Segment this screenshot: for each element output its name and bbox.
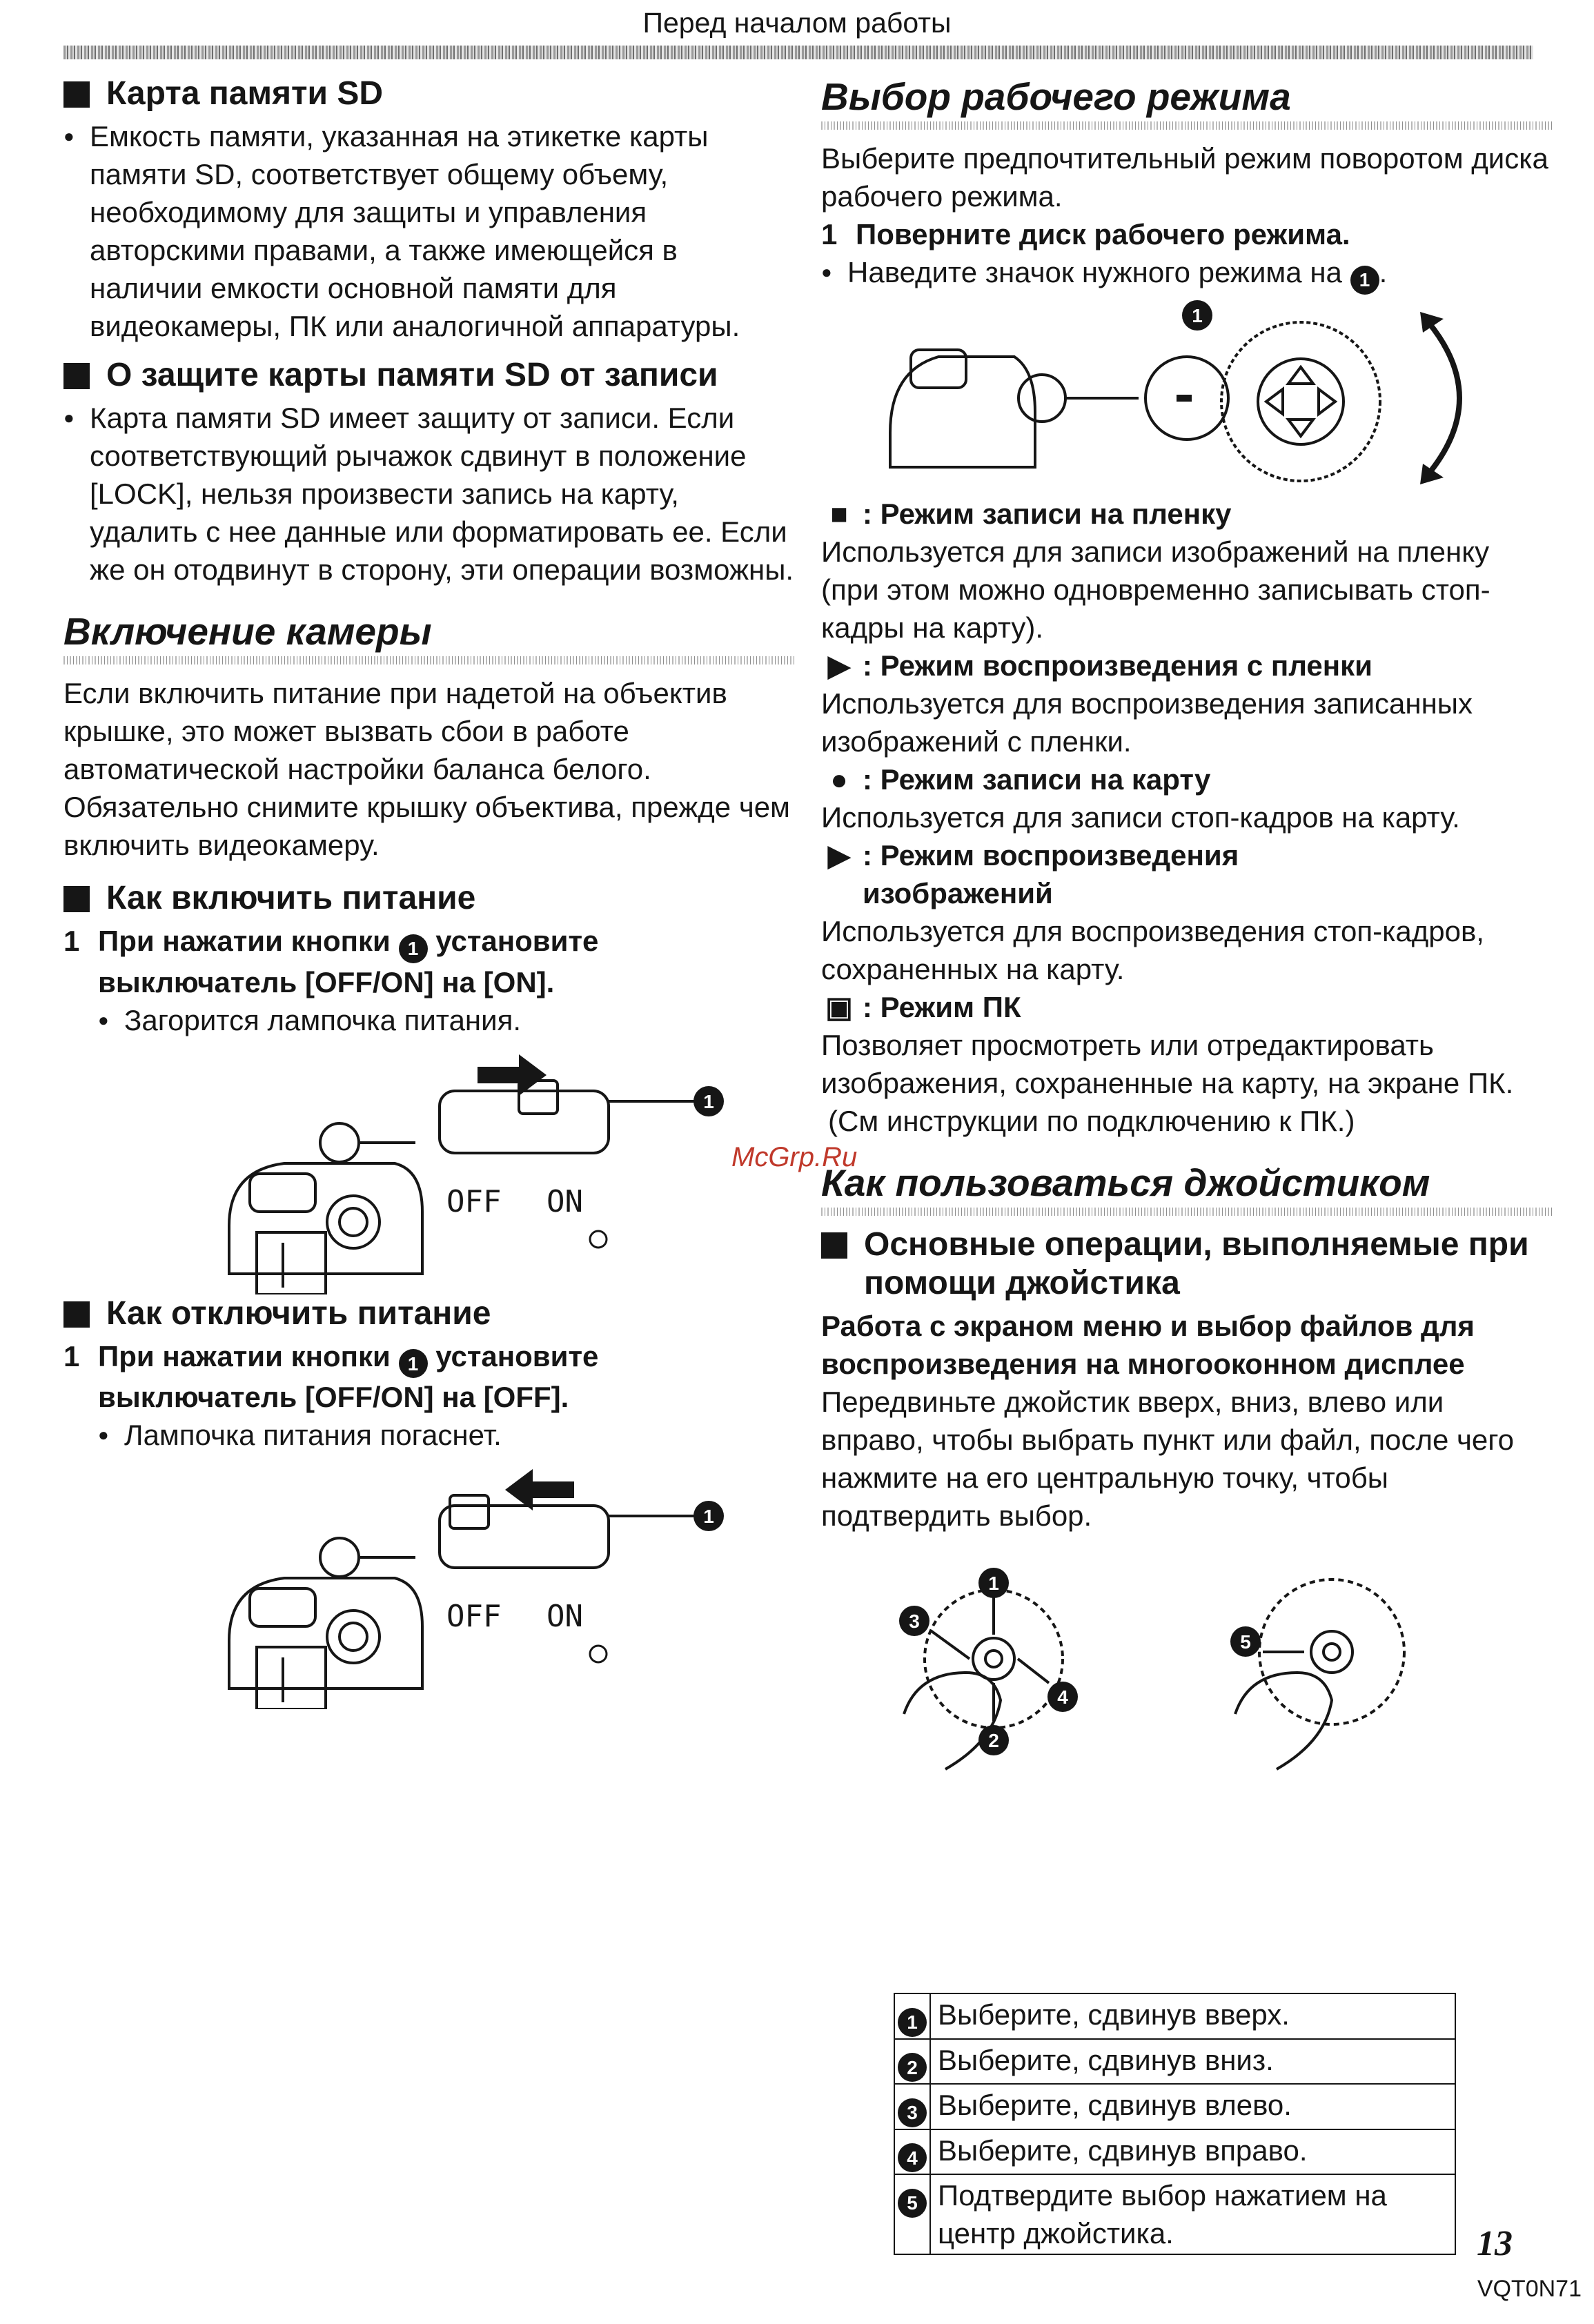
table-cell: Выберите, сдвинув влево. <box>930 2084 1455 2129</box>
page-number: 13 <box>1477 2224 1513 2263</box>
power-off-heading: Как отключить питание <box>63 1294 795 1333</box>
table-row <box>894 2129 1455 2175</box>
card-record-icon: ● <box>830 762 848 796</box>
step-text-b: установите выключатель [OFF/ON] на [ON]. <box>98 925 599 998</box>
step-number: 1 <box>821 218 838 250</box>
mode-step <box>821 215 1553 253</box>
pc-note: (См инструкции по подключению к ПК.) <box>828 1104 1355 1137</box>
mode-intro: Выберите предпочтительный режим поворотом диска рабочего режима. <box>821 142 1548 213</box>
right-column <box>821 75 1553 1783</box>
table-row <box>894 2039 1455 2085</box>
marker-2-icon: 2 <box>898 2053 927 2082</box>
marker-1-label: 1 <box>703 1506 714 1527</box>
marker-1-label: 1 <box>1192 304 1203 326</box>
power-section-title: Включение камеры <box>63 610 432 653</box>
joystick-text: Передвиньте джойстик вверх, вниз, влево или вправо, чтобы выбрать пункт или файл, после чего нажмите на его центральную точку, чтобы подтвердить выбор. <box>821 1385 1515 1532</box>
table-row <box>894 1993 1455 2039</box>
marker-1-label: 1 <box>988 1572 999 1594</box>
mode-title: : Режим воспроизведения <box>863 838 1239 872</box>
table-cell: Подтвердите выбор нажатием на центр джойстика. <box>930 2174 1455 2254</box>
mode-desc: Используется для воспроизведения записанных изображений с пленки. <box>821 687 1473 758</box>
power-lamp-icon <box>590 1646 607 1662</box>
on-label: ON <box>547 1599 583 1634</box>
marker-4-label: 4 <box>1057 1686 1068 1708</box>
marker-1-icon: 1 <box>1350 266 1379 295</box>
power-off-step <box>63 1337 795 1417</box>
section-rule <box>821 1208 1553 1216</box>
step-text: Поверните диск рабочего режима. <box>856 218 1350 250</box>
mode-desc: Используется для воспроизведения стоп-кадров, сохраненных на карту. <box>821 914 1484 985</box>
write-protect-bullet: ● Карта памяти SD имеет защиту от записи. Если соответствующий рычажок сдвинут в положение [LOCK], нельзя произвести запись на карту, удалить с нее данные или форматировать ее. Если же он отодвинут в сторону, эти операции возможны. <box>63 399 795 589</box>
power-off-figure <box>63 1454 795 1709</box>
mode-title: : Режим воспроизведения с пленки <box>863 649 1372 682</box>
sd-card-bullet: ● Емкость памяти, указанная на этикетке карты памяти SD, соответствует общему объему, необходимому для защиты и управления авторскими правами, а также имеющейся в наличии емкости основной памяти для видеокамеры, ПК или аналогичной аппаратуры. <box>63 117 795 345</box>
off-label: OFF <box>446 1599 502 1634</box>
table-row <box>894 2084 1455 2129</box>
tape-record-icon: ■ <box>830 497 848 530</box>
table-cell: Выберите, сдвинув вниз. <box>930 2039 1455 2085</box>
off-label: OFF <box>446 1183 502 1219</box>
mode-title-cont: изображений <box>863 876 1053 909</box>
mode-desc: Используется для записи изображений на пленку (при этом можно одновременно записывать стоп-кадры на карту). <box>821 535 1490 644</box>
section-rule <box>821 121 1553 130</box>
step-text-a: При нажатии кнопки <box>98 925 391 957</box>
mode-card-playback <box>821 836 1553 988</box>
table-cell: Выберите, сдвинув вправо. <box>930 2129 1455 2175</box>
marker-4-icon: 4 <box>898 2143 927 2172</box>
power-lamp-icon <box>590 1231 607 1248</box>
tape-playback-icon: ▶ <box>827 649 851 682</box>
mode-title: : Режим ПК <box>863 990 1021 1023</box>
mode-desc: Используется для записи стоп-кадров на карту. <box>821 800 1460 834</box>
card-playback-icon: ▶ <box>827 838 851 872</box>
table-row <box>894 2174 1455 2254</box>
step-text-b: установите выключатель [OFF/ON] на [OFF]. <box>98 1339 599 1413</box>
on-label: ON <box>547 1183 583 1219</box>
mode-tape-record <box>821 495 1553 647</box>
document-code: VQT0N71 <box>1477 2276 1582 2302</box>
step-text-a: При нажатии кнопки <box>98 1339 391 1372</box>
marker-1-label: 1 <box>703 1090 714 1112</box>
joystick-steps-table <box>894 1993 1456 2255</box>
write-protect-heading: О защите карты памяти SD от записи <box>63 356 795 395</box>
power-on-step <box>63 922 795 1001</box>
marker-1-icon: 1 <box>898 2008 927 2037</box>
bullet-text: Наведите значок нужного режима на <box>847 256 1342 288</box>
mode-pc <box>821 988 1553 1140</box>
power-on-bullet: ● Загорится лампочка питания. <box>98 1001 795 1039</box>
joystick-figure <box>821 1555 1553 1783</box>
mode-card-record <box>821 760 1553 836</box>
page-header: Перед началом работы <box>642 7 952 39</box>
power-on-heading: Как включить питание <box>63 879 795 918</box>
step-number: 1 <box>63 1339 80 1372</box>
marker-5-icon: 5 <box>898 2189 927 2218</box>
watermark: McGrp.Ru <box>731 1142 858 1172</box>
mode-dial-figure <box>821 295 1553 495</box>
marker-5-label: 5 <box>1240 1631 1251 1653</box>
mode-section-title: Выбор рабочего режима <box>821 75 1291 118</box>
section-rule <box>63 656 795 664</box>
left-column <box>63 75 795 1709</box>
power-on-figure <box>63 1039 795 1294</box>
marker-1-icon: 1 <box>399 1349 428 1378</box>
mode-bullet: ● Наведите значок нужного режима на 1 . <box>821 253 1553 295</box>
table-cell: Выберите, сдвинув вверх. <box>930 1993 1455 2039</box>
marker-1-icon: 1 <box>399 934 428 963</box>
step-number: 1 <box>63 925 80 957</box>
joystick-section-title: Как пользоваться джойстиком <box>821 1161 1430 1204</box>
mode-title: : Режим записи на пленку <box>863 497 1232 530</box>
mode-tape-playback <box>821 647 1553 760</box>
mode-desc: Позволяет просмотреть или отредактировать изображения, сохраненные на карту, на экране ПК. <box>821 1028 1514 1099</box>
marker-2-label: 2 <box>988 1729 999 1751</box>
marker-3-icon: 3 <box>898 2098 927 2127</box>
marker-3-label: 3 <box>909 1610 920 1632</box>
sd-card-heading: Карта памяти SD <box>63 75 795 113</box>
power-intro: Если включить питание при надетой на объектив крышке, это может вызвать сбои в работе автоматической настройки баланса белого. Обязательно снимите крышку объектива, прежде чем включить видеокамеру. <box>63 677 790 861</box>
mode-title: : Режим записи на карту <box>863 762 1211 796</box>
joystick-heading: Основные операции, выполняемые при помощи джойстика <box>821 1225 1553 1303</box>
pc-mode-icon: ▣ <box>825 990 853 1023</box>
header-rule <box>63 46 1533 59</box>
joystick-subheading: Работа с экраном меню и выбор файлов для воспроизведения на многооконном дисплее <box>821 1309 1475 1380</box>
power-off-bullet: ● Лампочка питания погаснет. <box>98 1416 795 1454</box>
